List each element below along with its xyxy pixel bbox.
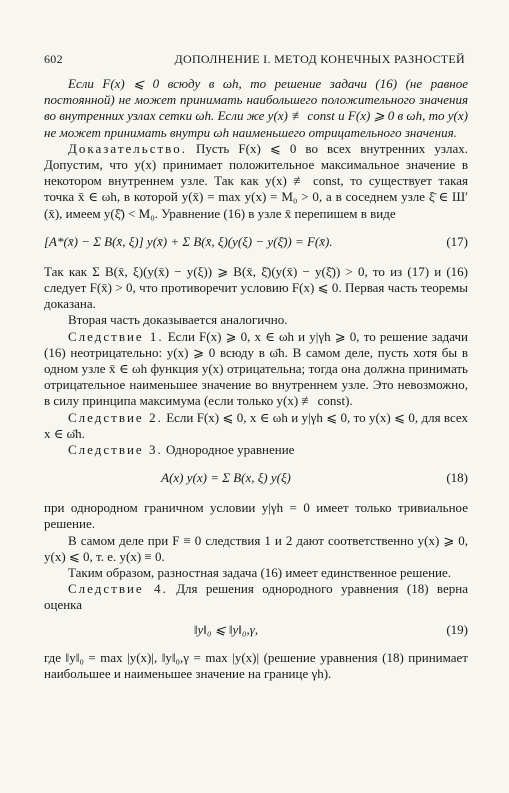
corollary-2-text: Если F(x) ⩽ 0, x ∈ ωh и y|γh ⩽ 0, то y(x) ⩽ 0, для всех x ∈ ω̄h. [44, 409, 469, 441]
corollary-4-text: Для решения однородного уравнения (18) верна оценка [44, 581, 468, 613]
uniqueness-paragraph: Таким образом, разностная задача (16) имеет единственное решение. [68, 565, 452, 581]
equation-18-formula: A(x) y(x) = Σ B(x, ξ) y(ξ) [161, 470, 291, 486]
after-eq18-paragraph: при однородном граничном условии y|γh = 0 имеет только тривиальное решение. [44, 500, 468, 532]
corollary-3 [44, 442, 468, 458]
equation-17-formula: [A*(x̄) − Σ B(x̄, ξ)] y(x̄) + Σ B(x̄, ξ)(y(ξ) − y(ξ̄)) = F(x̄). [44, 233, 333, 249]
corollary-3-label: Следствие 3. [68, 442, 163, 458]
corollary-1-label: Следствие 1. [68, 328, 164, 344]
equation-17 [44, 226, 468, 260]
proof-label: Доказательство. [68, 140, 187, 156]
corollary-2 [44, 410, 468, 442]
after-eq17-paragraph: Так как Σ B(x̄, ξ)(y(x̄) − y(ξ)) ⩾ B(x̄, ξ̄)(y(x̄) − y(ξ̄)) > 0, то из (17) и (16) следует F(x̄) > 0, что противоречит условию F(x) ⩽ 0. Первая часть теоремы доказана. [44, 263, 468, 312]
equation-19-formula: ‖y‖₀ ⩽ ‖y‖₀,γ, [193, 621, 259, 637]
proof-text: Пусть F(x) ⩽ 0 во всех внутренних узлах. Допустим, что y(x) принимает положительное максимальное значение в некотором внутреннем узле. Так как y(x) ≢ const, то существует такая точка x̄ ∈ ωh, в которой y(x̄) = max y(x) = M₀ > 0, а в соседнем узле ξ̄ ∈ Ш′(x̄), имеем y(ξ̄) < M₀. Уравнение (16) в узле x̄ перепишем в виде [44, 140, 468, 221]
corollary-1-text: Если F(x) ⩾ 0, x ∈ ωh и y|γh ⩾ 0, то решение задачи (16) неотрицательно: y(x) ⩾ 0 всюду в ω̄h. В самом деле, пусть хотя бы в одном узле x̄ ∈ ωh функция y(x) отрицательна; тогда она должна принимать отрицательное наименьшее значение во внутреннем узле. Это невозможно, в силу принципа максимума (если только y(x) ≢ const). [44, 328, 468, 409]
theorem-continuation: Если F(x) ⩽ 0 всюду в ωh, то решение задачи (16) (не равное постоянной) не может принимать наибольшего положительного значения во внутренних узлах сетки ωh. Если же y(x) ≢ const и F(x) ⩾ 0 в ωh, то y(x) не может принимать внутри ωh наименьшего отрицательного значения. [44, 76, 468, 140]
corollary-4 [44, 581, 468, 613]
proof-paragraph [44, 141, 468, 222]
equation-19-number: (19) [446, 621, 468, 637]
after-eq19-paragraph: где ‖y‖₀ = max |y(x)|, ‖y‖₀,γ = max |y(x)| (решение уравнения (18) принимает наибольшее и наименьшее значение на границе γh). [44, 649, 468, 681]
indeed-paragraph: В самом деле при F ≡ 0 следствия 1 и 2 дают соответственно y(x) ⩾ 0, y(x) ⩽ 0, т. е. y(x) ≡ 0. [44, 532, 468, 564]
corollary-1 [44, 329, 468, 410]
page-number: 602 [44, 52, 63, 66]
equation-19 [44, 618, 468, 646]
running-title: ДОПОЛНЕНИЕ I. МЕТОД КОНЕЧНЫХ РАЗНОСТЕЙ [174, 52, 465, 66]
second-part-paragraph: Вторая часть доказывается аналогично. [68, 312, 288, 328]
corollary-4-label: Следствие 4. [68, 581, 168, 597]
equation-18-number: (18) [446, 470, 468, 486]
text-body [44, 76, 468, 682]
corollary-2-label: Следствие 2. [68, 409, 163, 425]
equation-17-number: (17) [446, 233, 468, 249]
corollary-3-text: Однородное уравнение [162, 442, 295, 458]
equation-18 [44, 462, 468, 496]
